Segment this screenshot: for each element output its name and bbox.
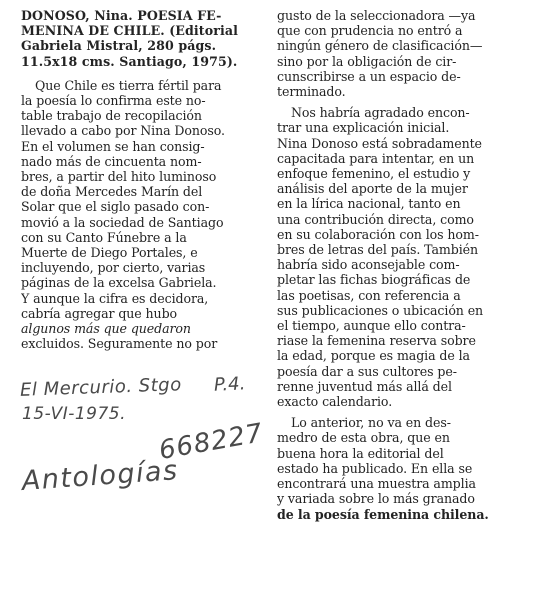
handwritten-number: 668227 [156,418,266,466]
body-line: gusto de la seleccionadora —ya [277,8,476,23]
body-line: exacto calendario. [277,394,393,410]
body-line: medro de esta obra, que en [277,430,450,446]
heading-line: 11.5x18 cms. Santiago, 1975). [21,53,238,69]
body-line: que con prudencia no entró a [277,23,463,39]
body-line: el tiempo, aunque ello contra- [277,318,466,334]
body-line: trar una explicación inicial. [277,120,450,136]
body-line: buena hora la editorial del [277,445,444,461]
body-line: capacitada para intentar, en un [277,150,475,166]
body-line: en la lírica nacional, tanto en [277,196,461,212]
body-line: renne juventud más allá del [277,378,452,394]
body-line: con su Canto Fúnebre a la [21,229,187,245]
heading-line: Gabriela Mistral, 280 págs. [21,38,217,54]
left-column [21,8,265,351]
handwritten-page: P.4. [213,373,246,396]
heading-line: MENINA DE CHILE. (Editorial [21,23,238,39]
handwritten-category: Antologías [20,455,180,497]
body-line: Muerte de Diego Portales, e [21,245,198,261]
body-line: nado más de cincuenta nom- [21,153,202,169]
body-line: riase la femenina reserva sobre [277,333,476,349]
body-line: las poetisas, con referencia a [277,287,461,303]
right-paragraph-2 [277,105,509,409]
body-line: análisis del aporte de la mujer [277,181,468,197]
body-line: habría sido aconsejable com- [277,257,460,273]
body-line: excluidos. Seguramente no por [21,336,218,352]
handwritten-date: 15-VI-1975. [22,404,127,424]
body-line: de doña Mercedes Marín del [21,184,203,200]
body-line: bres de letras del país. También [277,242,478,258]
body-line: bres, a partir del hito luminoso [21,169,217,185]
body-line: Que Chile es tierra fértil para [35,77,222,93]
review-heading [21,8,265,69]
body-line: pletar las fichas biográficas de [277,272,471,288]
left-body-paragraph [21,78,265,352]
body-line: cabría agregar que hubo [21,305,178,321]
body-line: Nos habría agradado encon- [291,105,470,121]
body-line: Lo anterior, no va en des- [291,415,451,431]
body-line: cunscribirse a un espacio de- [277,68,461,84]
body-line: sino por la obligación de cir- [277,53,457,69]
body-line: algunos más que quedaron [21,321,191,337]
body-line: y variada sobre lo más granado [277,491,475,507]
body-line: table trabajo de recopilación [21,108,202,124]
right-column [277,8,509,522]
right-paragraph-3 [277,415,509,521]
body-line: la edad, porque es magia de la [277,348,470,364]
body-line: páginas de la excelsa Gabriela. [21,275,217,291]
body-line: de la poesía femenina chilena. [277,506,489,522]
body-line: movió a la sociedad de Santiago [21,214,224,230]
body-line: En el volumen se han consig- [21,138,205,154]
heading-line: DONOSO, Nina. POESIA FE- [21,8,222,23]
body-line: llevado a cabo por Nina Donoso. [21,123,225,139]
body-line: encontrará una muestra amplia [277,476,476,492]
body-line: en su colaboración con los hom- [277,226,479,242]
body-line: enfoque femenino, el estudio y [277,166,471,182]
body-line: Nina Donoso está sobradamente [277,135,482,151]
right-paragraph-1 [277,8,509,99]
body-line: estado ha publicado. En ella se [277,460,473,476]
body-line: una contribución directa, como [277,211,474,227]
body-line: sus publicaciones o ubicación en [277,302,484,318]
body-line: poesía dar a sus cultores pe- [277,363,457,379]
body-line: Y aunque la cifra es decidora, [21,290,209,306]
body-line: ningún género de clasificación— [277,38,483,54]
body-line: la poesía lo confirma este no- [21,93,206,109]
body-line: terminado. [277,84,346,100]
body-line: incluyendo, por cierto, varias [21,260,206,276]
body-line: Solar que el siglo pasado con- [21,199,210,215]
handwritten-source: El Mercurio. Stgo [19,374,183,401]
